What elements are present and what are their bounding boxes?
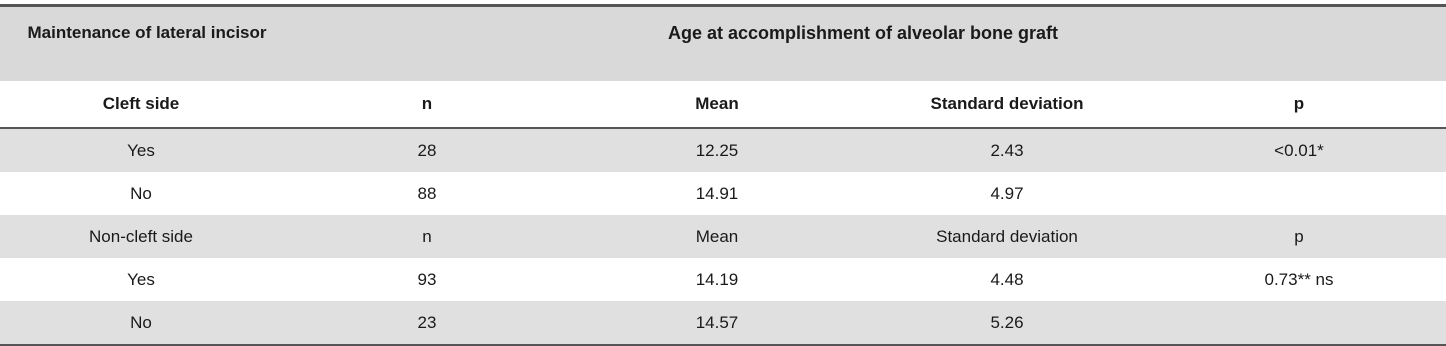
table-cell: 93 bbox=[417, 269, 437, 289]
table-cell: 88 bbox=[417, 183, 437, 203]
table-cell: 14.57 bbox=[695, 312, 739, 332]
table-cell: <0.01* bbox=[1274, 140, 1324, 160]
table-cell: 14.19 bbox=[695, 269, 739, 289]
table-cell: Non-cleft side bbox=[89, 226, 193, 246]
header-age-graft: Age at accomplishment of alveolar bone graft bbox=[667, 23, 1059, 43]
table-row bbox=[0, 258, 1446, 301]
table-cell: 4.48 bbox=[990, 269, 1024, 289]
subheader-cell: p bbox=[1293, 94, 1305, 113]
table-cell: 5.26 bbox=[990, 312, 1024, 332]
table-cell: 2.43 bbox=[990, 140, 1024, 160]
table-cell: p bbox=[1294, 226, 1304, 246]
table-cell: Mean bbox=[695, 226, 739, 246]
subheader-cell: n bbox=[421, 94, 433, 113]
table-cell: Yes bbox=[127, 140, 155, 160]
table-cell: 12.25 bbox=[695, 140, 739, 160]
table-header bbox=[0, 7, 1446, 81]
header-lateral-incisor: Maintenance of lateral incisor bbox=[27, 23, 267, 42]
subheader-cell: Mean bbox=[695, 94, 739, 113]
table-cell: 28 bbox=[417, 140, 437, 160]
subheader-cell: Standard deviation bbox=[930, 94, 1084, 113]
subheader-cell: Cleft side bbox=[102, 94, 180, 113]
table-cell: No bbox=[130, 312, 152, 332]
results-table bbox=[0, 4, 1446, 346]
table-cell: 14.91 bbox=[695, 183, 739, 203]
table-cell: 0.73** ns bbox=[1264, 269, 1334, 289]
subheader-row bbox=[0, 81, 1446, 127]
table-row bbox=[0, 172, 1446, 215]
table-cell: 4.97 bbox=[990, 183, 1024, 203]
table-cell: Standard deviation bbox=[936, 226, 1078, 246]
table-row bbox=[0, 129, 1446, 172]
table-cell: Yes bbox=[127, 269, 155, 289]
table-cell: No bbox=[130, 183, 152, 203]
table-cell: n bbox=[422, 226, 432, 246]
table-row bbox=[0, 215, 1446, 258]
table-cell: 23 bbox=[417, 312, 437, 332]
